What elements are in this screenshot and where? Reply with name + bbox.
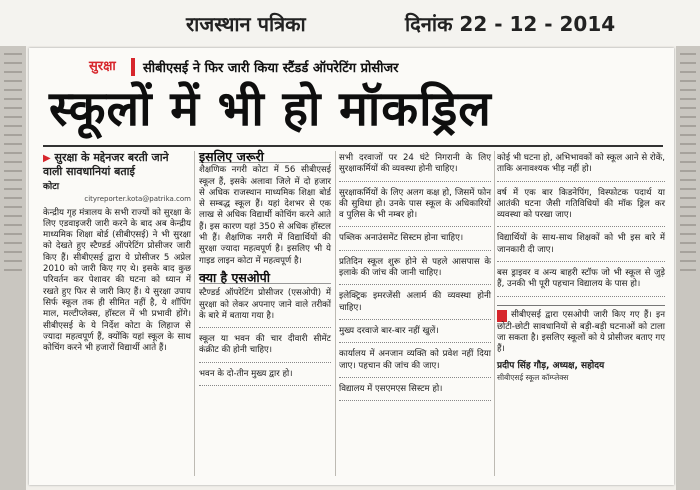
column-3 bbox=[339, 151, 491, 405]
sop-bullet: विद्यालय में एसएमएस सिस्टम हो। bbox=[339, 382, 491, 401]
intro-line-1-text: सुरक्षा के मद्देनजर बरती जाने bbox=[54, 151, 169, 164]
quote-marker-icon bbox=[497, 310, 507, 322]
sop-bullet: बस ड्राइवर व अन्य बाहरी स्टॉफ जो भी स्कूल से जुड़े हैं, उनकी भी पूरी पहचान विद्यालय के पास हो। bbox=[497, 266, 665, 297]
left-adjacent-page bbox=[0, 46, 26, 490]
sop-bullet: विद्यार्थियों के साथ-साथ शिक्षकों को भी इस बारे में जानकारी दी जाए। bbox=[497, 231, 665, 262]
sop-bullet: कार्यालय में अनजान व्यक्ति को प्रवेश नहीं दिया जाए। पहचान की जांच की जाए। bbox=[339, 347, 491, 378]
quote-author-role: सीबीएसई स्कूल कॉम्प्लेक्स bbox=[497, 372, 569, 382]
news-clipping bbox=[29, 48, 674, 485]
sop-bullet: स्टैण्डर्ड ऑपरेटिंग प्रोसीजर (एसओपी) में सुरक्षा को लेकर अपनाए जाने वाले तरीकों के बारे में बताया गया है। bbox=[199, 286, 331, 328]
reporter-credit: cityreporter.kota@patrika.com bbox=[84, 195, 191, 204]
kicker-divider bbox=[131, 58, 135, 76]
quote-box bbox=[497, 305, 665, 383]
column-divider-1 bbox=[194, 151, 195, 476]
section-heading-sop: क्या है एसओपी bbox=[199, 272, 331, 284]
quote-author: प्रदीप सिंह गौड़, अध्यक्ष, सहोदय bbox=[497, 360, 605, 371]
column-2 bbox=[199, 151, 331, 390]
intro-line-1 bbox=[43, 151, 191, 165]
sop-bullet: स्कूल या भवन की चार दीवारी सीमेंट कंक्रीट की होनी चाहिए। bbox=[199, 332, 331, 363]
triangle-marker-icon: ▶ bbox=[43, 153, 51, 164]
sop-bullet: सुरक्षाकर्मियों के लिए अलग कक्ष हो, जिसमें फोन की सुविधा हो। उनके पास स्कूल के अधिकारियों व पुलिस के भी नम्बर हो। bbox=[339, 186, 491, 228]
sop-bullet: वर्ष में एक बार किडनेपिंग, विस्फोटक पदार्थ या आतंकी घटना जैसी गतिविधियों की मॉक ड्रिल कर व्यवस्था को परखा जाए। bbox=[497, 186, 665, 228]
column-1 bbox=[43, 151, 191, 354]
column-1-body: केन्द्रीय गृह मंत्रालय के सभी राज्यों को सुरक्षा के लिए एडवाइजरी जारी करने के बाद अब केन्द्रीय माध्यमिक शिक्षा बोर्ड (सीबीएसई) ने भी सुरक्षा को देखते हुए स्टैण्डर्ड ऑपरेटिंग प्रोसीजर जारी किए हैं। सीबीएसई द्वारा ये प्रोसीजर 5 अप्रेल 2010 को जारी किए गए थे। इसके बाद कुछ परिवर्तन कर पेशावर की घटना को ध्यान में रखते हुए फिर से जारी किए हैं। ये सुरक्षा उपाय सिर्फ स्कूल तक ही सीमित नहीं है, ये शॉपिंग माल, मल्टीप्लेक्स, हॉस्टल में भी प्रभावी होंगे। सीबीएसई के ये निर्देश कोटा के लिहाज से ज्यादा महत्वपूर्ण हैं, क्योंकि यहां स्कूल के साथ कोचिंग करने भी हजारों विद्यार्थी आते हैं। bbox=[43, 207, 191, 354]
sop-bullet: प्रतिदिन स्कूल शुरू होने से पहले आसपास के इलाके की जांच की जानी चाहिए। bbox=[339, 255, 491, 286]
quote-text: सीबीएसई द्वारा एसओपी जारी किए गए हैं। इन छोटी-छोटी सावधानियों से बड़ी-बड़ी घटनाओं को टाला जा सकता है। इसलिए स्कूलों को ये प्रोसीजर बताए गए हैं। bbox=[497, 309, 665, 355]
sop-bullet: कोई भी घटना हो, अभिभावकों को स्कूल आने से रोकें, ताकि अनावश्यक भीड़ नहीं हो। bbox=[497, 151, 665, 182]
dateline: कोटा bbox=[43, 182, 60, 192]
column-4 bbox=[497, 151, 665, 383]
sop-bullet: भवन के दो-तीन मुख्य द्वार हो। bbox=[199, 367, 331, 386]
sop-bullet: इलेक्ट्रिक इमरजेंसी अलार्म की व्यवस्था होनी चाहिए। bbox=[339, 289, 491, 320]
sop-bullet: सभी दरवाजों पर 24 घंटे निगरानी के लिए सुरक्षाकर्मियों की व्यवस्था होनी चाहिए। bbox=[339, 151, 491, 182]
right-adjacent-page bbox=[676, 46, 700, 490]
sop-bullet: मुख्य दरवाजे बार-बार नहीं खुलें। bbox=[339, 324, 491, 343]
newspaper-name: राजस्थान पत्रिका bbox=[186, 12, 306, 36]
sop-bullet: पब्लिक अनाउंसमेंट सिस्टम होना चाहिए। bbox=[339, 231, 491, 250]
headline: स्कूलों में भी हो मॉकड्रिल bbox=[49, 81, 492, 137]
kicker-label: सुरक्षा bbox=[89, 59, 116, 74]
masthead-bar bbox=[0, 0, 700, 46]
intro-line-2: वाली सावधानियां बताई bbox=[43, 165, 135, 178]
column-divider-2 bbox=[335, 151, 336, 476]
column-divider-3 bbox=[494, 151, 495, 476]
kicker-row bbox=[89, 56, 649, 80]
publication-date: दिनांक 22 - 12 - 2014 bbox=[405, 12, 616, 36]
section-heading-why: इसलिए जरूरी bbox=[199, 151, 331, 163]
headline-rule bbox=[43, 145, 663, 147]
column-2-body: शैक्षणिक नगरी कोटा में 56 सीबीएसई स्कूल हैं, इसके अलावा जिले में दो हजार से अधिक राजस्थान माध्यमिक शिक्षा बोर्ड से सम्बद्ध स्कूल हैं। यहां देशभर से एक लाख से अधिक विद्यार्थी कोचिंग करने आते हैं। इस कारण यहां 350 से अधिक हॉस्टल भी हैं। शैक्षणिक नगरी में विद्यार्थियों की सुरक्षा ज्यादा महत्वपूर्ण है। इसलिए भी ये गाइड लाइन कोटा में महत्वपूर्ण है। bbox=[199, 165, 331, 266]
subheadline: सीबीएसई ने फिर जारी किया स्टैंडर्ड ऑपरेटिंग प्रोसीजर bbox=[143, 61, 399, 76]
